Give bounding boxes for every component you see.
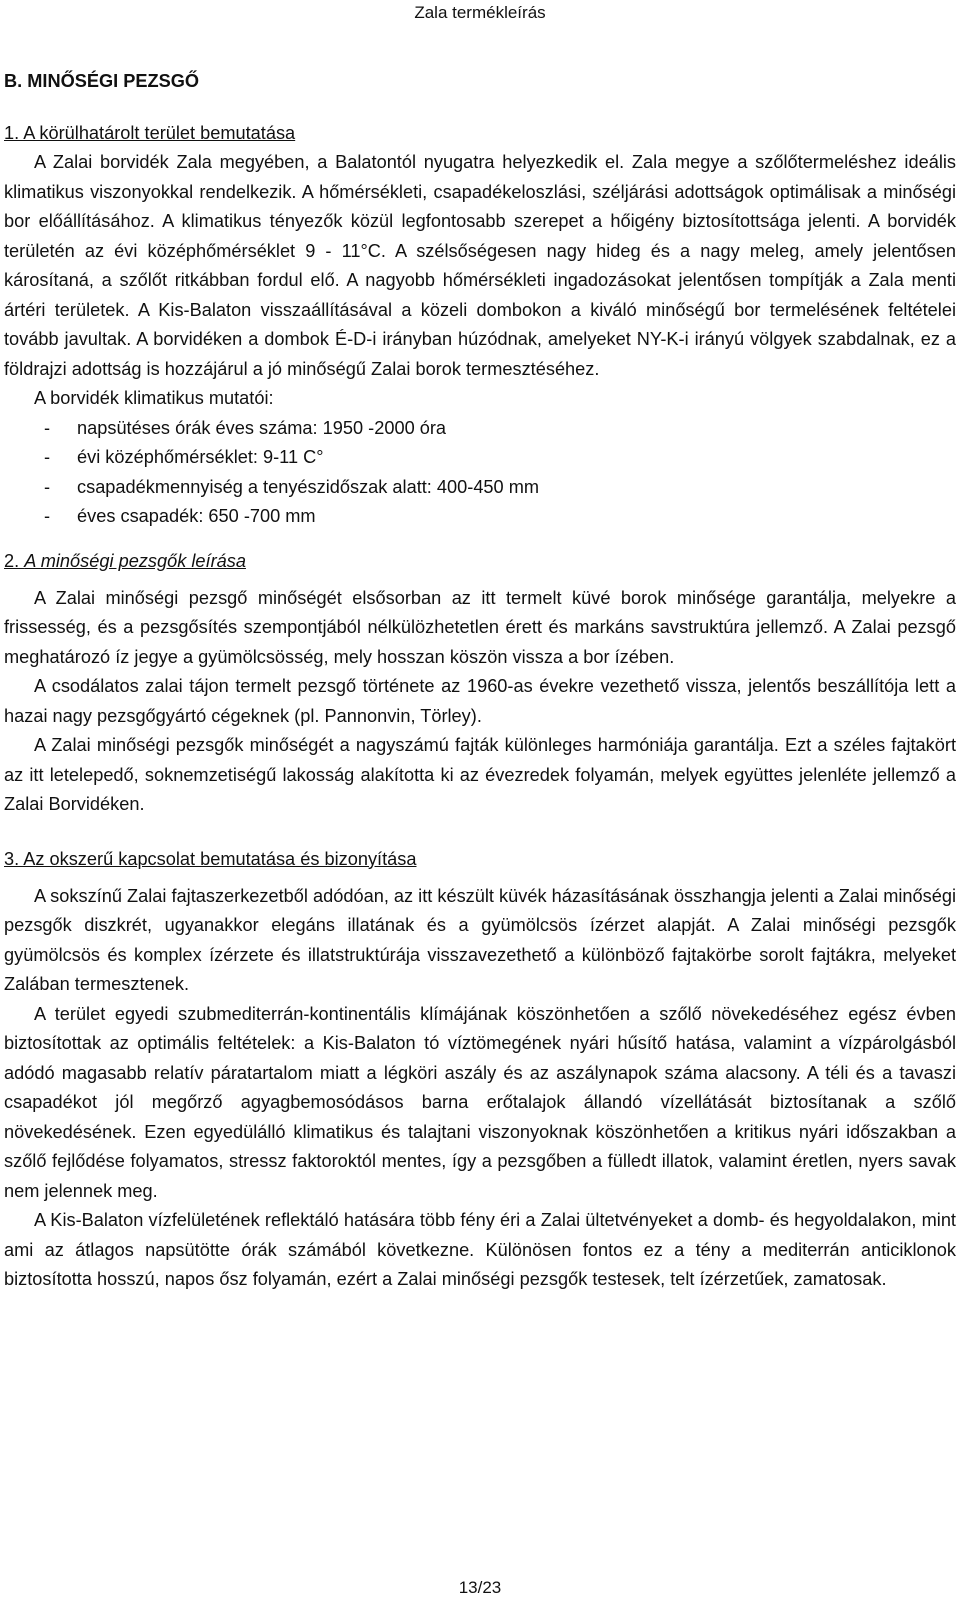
section-3-paragraph-1: A sokszínű Zalai fajtaszerkezetből adódóan, az itt készült küvék házasításának összhangja jelenti a Zalai minőségi pezsgők diszkrét, ugyanakkor elegáns illatának és a gyümölcsös ízérzet alapját. A Zalai minőségi pezsgők gyümölcsös és komplex ízérzete és illatstruktúrája visszavezethető a különböző fajtakörbe sorolt fajtákra, melyeket Zalában termesztenek. xyxy=(4,885,957,994)
dash-bullet: ‑ xyxy=(44,447,51,467)
section-2-heading xyxy=(4,546,956,576)
list-item-text: éves csapadék: 650 -700 mm xyxy=(77,506,316,526)
dash-bullet: ‑ xyxy=(44,506,51,526)
dash-bullet: ‑ xyxy=(44,476,51,497)
section-2-paragraph-2: A csodálatos zalai tájon termelt pezsgő története az 1960-as évekre vezethető vissza, jelentős beszállítója lett a hazai nagy pezsgőgyártó cégeknek (pl. Pannonvin, Törley). xyxy=(4,676,956,726)
list-item xyxy=(4,502,956,532)
section-3-heading: 3. Az okszerű kapcsolat bemutatása és bizonyítása xyxy=(4,848,417,869)
list-item-text: csapadékmennyiség a tenyészidőszak alatt: 400-450 mm xyxy=(77,476,540,497)
list-item xyxy=(4,443,956,473)
list-item xyxy=(4,473,956,503)
document-body xyxy=(4,66,956,1295)
section-2-number: 2. xyxy=(4,550,25,571)
spacer xyxy=(4,874,956,882)
section-1-paragraph: A Zalai borvidék Zala megyében, a Balatontól nyugatra helyezkedik el. Zala megye a szőlőtermeléshez ideális klimatikus viszonyokkal rendelkezik. A hőmérsékleti, csapadékeloszlási, széljárási adottságok optimálisak a minőségi bor előállításához. A klimatikus tényezők közül legfontosabb szerepet a hőigény biztosítottsága jelenti. A borvidék területén az évi középhőmérséklet 9 - 11°C. A szélsőségesen nagy hideg és a nagy meleg, amely jelentősen károsítaná, a szőlőt ritkábban fordul elő. A nagyobb hőmérsékleti ingadozásokat jelentősen tompítják a Zala menti ártéri területek. A Kis-Balaton visszaállításával a közeli dombokon a kiváló minőségű bor termelésének feltételei tovább javultak. A borvidéken a dombok É-D-i irányban húzódnak, amelyeket NY-K-i irányú völgyek szabdalnak, ez a földrajzi adottság is hozzájárul a jó minőségű Zalai borok termesztéséhez. xyxy=(4,152,956,379)
spacer xyxy=(4,576,956,584)
section-3-paragraph-3: A Kis-Balaton vízfelületének reflektáló hatására több fény éri a Zalai ültetvényeket a domb- és hegyoldalakon, mint ami az átlagos napsütötte órák számából következne. Különösen fontos ez a tény a mediterrán anticiklonok biztosította hosszú, napos ősz folyamán, ezért a Zalai minőségi pezsgők testesek, telt ízérzetűek, zamatosak. xyxy=(4,1210,956,1289)
list-item xyxy=(4,414,956,444)
section-1-heading: 1. A körülhatárolt terület bemutatása xyxy=(4,123,296,143)
climate-indicators-list xyxy=(4,414,956,532)
section-2-paragraph-1: A Zalai minőségi pezsgő minőségét elsősorban az itt termelt küvé borok minősége garantálja, melyekre a frissesség, és a pezsgősítés szempontjából nélkülözhetetlen érett és markáns savstruktúra jellemző. A Zalai pezsgő meghatározó íz jegye a gyümölcsösség, mely hosszan köszön vissza a bor ízében. xyxy=(4,587,956,667)
document-title: B. MINŐSÉGI PEZSGŐ xyxy=(4,71,200,91)
list-item-text: évi középhőmérséklet: 9-11 C° xyxy=(77,447,324,467)
list-item-text: napsütéses órák éves száma: 1950 -2000 óra xyxy=(77,417,447,438)
section-2-paragraph-3: A Zalai minőségi pezsgők minőségét a nagyszámú fajták különleges harmóniája garantálja. Ezt a széles fajtakört az itt letelepedő, soknemzetiségű lakosság alakította ki az évezredek folyamán, melyek együttes jelenléte jellemző a Zalai Borvidéken. xyxy=(4,735,956,814)
spacer xyxy=(4,820,956,844)
running-header: Zala termékleírás xyxy=(414,3,546,22)
section-2-title: A minőségi pezsgők leírása xyxy=(24,550,246,571)
page-number: 13/23 xyxy=(458,1578,502,1597)
dash-bullet: ‑ xyxy=(44,417,51,438)
spacer xyxy=(4,532,956,546)
climate-list-intro: A borvidék klimatikus mutatói: xyxy=(34,388,274,408)
section-3-paragraph-2: A terület egyedi szubmediterrán-kontinentális klímájának köszönhetően a szőlő növekedéséhez egész évben biztosítottak az optimális feltételek: a Kis-Balaton tó víztömegének nyári hűsítő hatása, valamint a vízpárolgásból adódó magasabb relatív páratartalom miatt a légköri aszály és az aszálynapok száma alacsony. A téli és a tavaszi csapadékot jól megőrző agyagbemosódásos barna erőtalajok állandó vízellátását biztosítanak a szőlő növekedésének. Ezen egyedülálló klimatikus és talajtani viszonyoknak köszönhetően a kritikus nyári időszakban a szőlő fejlődése folyamatos, stressz faktoroktól mentes, így a pezsgőben a fülledt illatok, valamint éretlen, nyers savak nem jelennek meg. xyxy=(4,1003,956,1201)
